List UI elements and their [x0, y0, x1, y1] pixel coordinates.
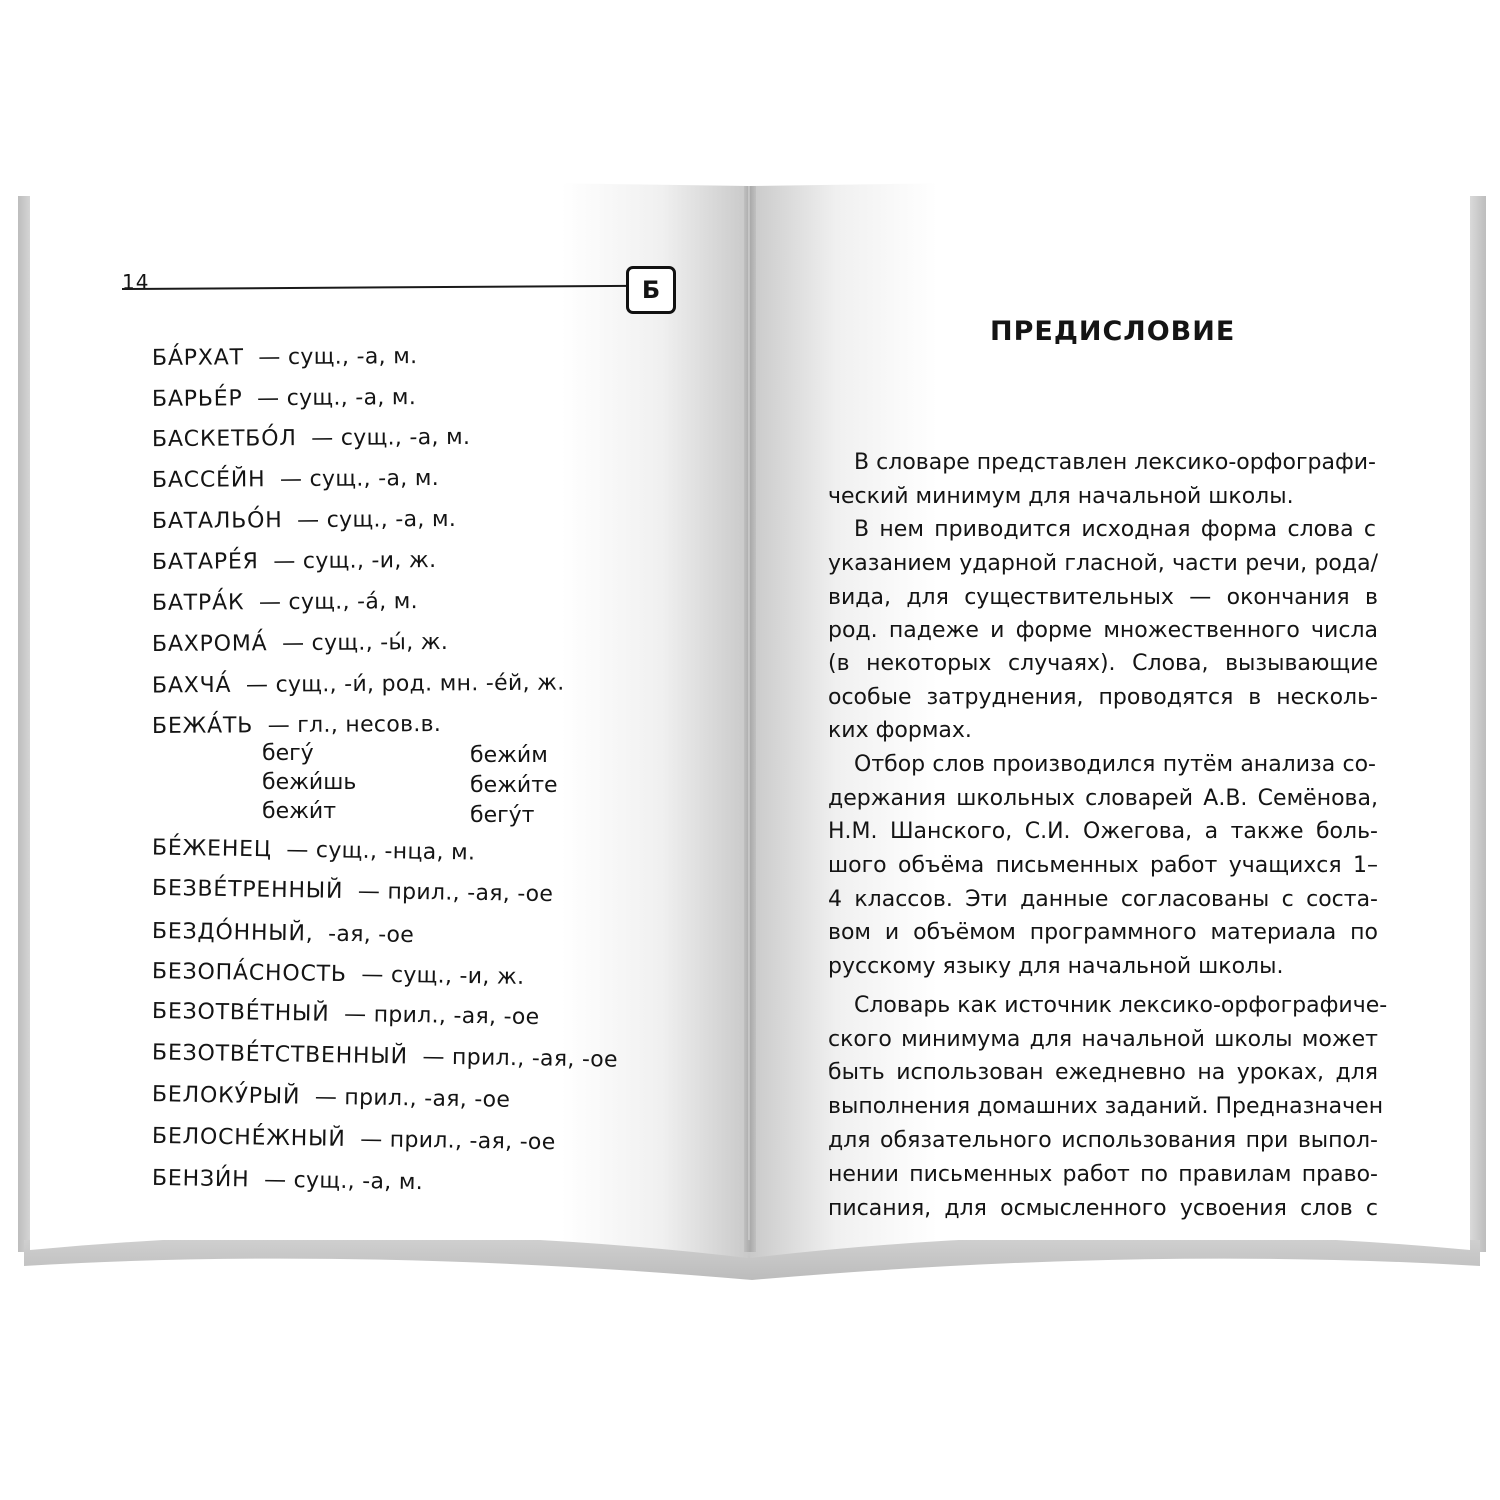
entry-headword: БЕЛОСНЕ́ЖНЫЙ [151, 1123, 346, 1152]
dictionary-entry [152, 425, 470, 452]
entry-headword: БЕЗОПА́СНОСТЬ [151, 959, 347, 988]
entry-headword: БАТАРЕ́Я [151, 549, 259, 575]
preface-line: особые затруднения, проводятся в несколь- [828, 685, 1378, 710]
preface-line: вида, для существительных — окончания в [828, 585, 1378, 610]
preface-line: 4 классов. Эти данные согласованы с соста- [828, 887, 1378, 912]
dictionary-entry [152, 507, 456, 534]
dictionary-entry [152, 712, 441, 739]
preface-title: ПРЕДИСЛОВИЕ [990, 316, 1236, 347]
dictionary-entry [152, 466, 439, 493]
entry-headword: БЕЖА́ТЬ [151, 713, 254, 740]
entry-grammar: — прил., -ая, -ое [357, 879, 554, 908]
entry-headword: БАСКЕТБО́Л [151, 426, 297, 453]
entry-grammar: — прил., -ая, -ое [422, 1044, 618, 1073]
verb-form: бежи́те [470, 773, 558, 798]
entry-grammar: — сущ., -а, м. [256, 385, 417, 412]
entry-headword: БЕНЗИ́Н [151, 1165, 250, 1193]
dictionary-entry [152, 589, 418, 616]
entry-grammar: — прил., -ая, -ое [314, 1084, 511, 1113]
preface-line: для обязательного использования при выпол- [828, 1128, 1378, 1153]
verb-form: бежи́шь [262, 770, 357, 795]
preface-line: быть использован ежедневно на уроках, для [828, 1060, 1378, 1085]
entry-grammar: — сущ., -и́, род. мн. -е́й, ж. [245, 670, 565, 698]
entry-grammar: — сущ., -а, м. [279, 465, 440, 493]
entry-headword: БЕ́ЖЕНЕЦ [151, 835, 272, 863]
entry-headword: БЕЗОТВЕ́ТНЫЙ [151, 998, 330, 1027]
dictionary-entry [152, 1166, 423, 1195]
entry-grammar: — сущ., -и, ж. [273, 548, 437, 575]
dictionary-entry [152, 385, 416, 412]
entry-headword: БАССЕ́ЙН [151, 467, 266, 494]
entry-headword: БЕЗДО́ННЫЙ, [151, 918, 314, 947]
entry-headword: БАТРА́К [151, 590, 245, 616]
preface-line: указанием ударной гласной, части речи, рода/ [828, 551, 1378, 576]
entry-grammar: — сущ., -нца, м. [286, 837, 476, 866]
entry-headword: БАРЬЕ́Р [151, 386, 243, 412]
entry-headword: БЕЗВЕ́ТРЕННЫЙ [151, 875, 344, 904]
verb-form: бегу́ [262, 741, 314, 766]
entry-grammar: — прил., -ая, -ое [359, 1127, 556, 1156]
preface-line: ких формах. [828, 718, 972, 743]
entry-headword: БАХРОМА́ [151, 631, 268, 658]
dictionary-entry [152, 344, 418, 371]
verb-form: бегу́т [470, 803, 535, 828]
entry-headword: БАХЧА́ [151, 672, 232, 699]
dictionary-entry [152, 671, 565, 699]
preface-line: русскому языку для начальной школы. [828, 954, 1284, 979]
entry-grammar: — сущ., -а, м. [311, 424, 471, 451]
dictionary-entry [152, 919, 415, 948]
entry-grammar: -ая, -ое [327, 921, 415, 949]
preface-line: держания школьных словарей А.В. Семёнова, [828, 786, 1378, 811]
section-letter-badge: Б [626, 266, 676, 314]
preface-line: нении письменных работ по правилам право- [828, 1162, 1378, 1187]
verb-form: бежи́т [262, 799, 337, 824]
dictionary-entry [152, 548, 436, 575]
dictionary-entry [152, 835, 476, 865]
verb-form: бежи́м [470, 743, 548, 768]
preface-line: Словарь как источник лексико-орфографиче- [854, 993, 1388, 1018]
preface-line: вом и объёмом программного материала по [828, 920, 1378, 945]
preface-line: род. падеже и форме множественного числа [828, 618, 1378, 643]
preface-line: выполнения домашних заданий. Предназначен [828, 1094, 1384, 1119]
dictionary-entry [152, 630, 448, 657]
entry-grammar: — сущ., -ы́, ж. [281, 629, 449, 657]
entry-grammar: — сущ., -а́, м. [258, 589, 419, 616]
entry-grammar: — сущ., -а, м. [297, 506, 457, 534]
preface-line: ского минимума для начальной школы может [828, 1027, 1378, 1052]
entry-grammar: — сущ., -а, м. [258, 344, 418, 371]
entry-grammar: — сущ., -а, м. [263, 1167, 424, 1196]
book-spine-gutter [744, 186, 756, 1252]
entry-headword: БАТАЛЬО́Н [151, 508, 283, 535]
page-number: 14 [122, 270, 150, 294]
preface-line: В словаре представлен лексико-орфографи- [854, 450, 1376, 475]
preface-line: шого объёма письменных работ учащихся 1– [828, 853, 1378, 878]
preface-line: ческий минимум для начальной школы. [828, 484, 1294, 509]
preface-line: (в некоторых случаях). Слова, вызывающие [828, 651, 1378, 676]
entry-grammar: — прил., -ая, -ое [343, 1001, 540, 1031]
preface-line: Н.М. Шанского, С.И. Ожегова, а также боль- [828, 819, 1378, 844]
entry-headword: БЕЗОТВЕ́ТСТВЕННЫЙ [151, 1040, 409, 1070]
preface-line: Отбор слов производился путём анализа со- [854, 752, 1376, 777]
entry-grammar: — сущ., -и, ж. [361, 962, 525, 990]
entry-headword: БА́РХАТ [151, 345, 244, 371]
preface-line: В нем приводится исходная форма слова с [854, 517, 1376, 542]
entry-headword: БЕЛОКУ́РЫЙ [151, 1082, 301, 1110]
entry-grammar: — гл., несов.в. [267, 711, 442, 739]
preface-line: писания, для осмысленного усвоения слов с [828, 1196, 1378, 1221]
